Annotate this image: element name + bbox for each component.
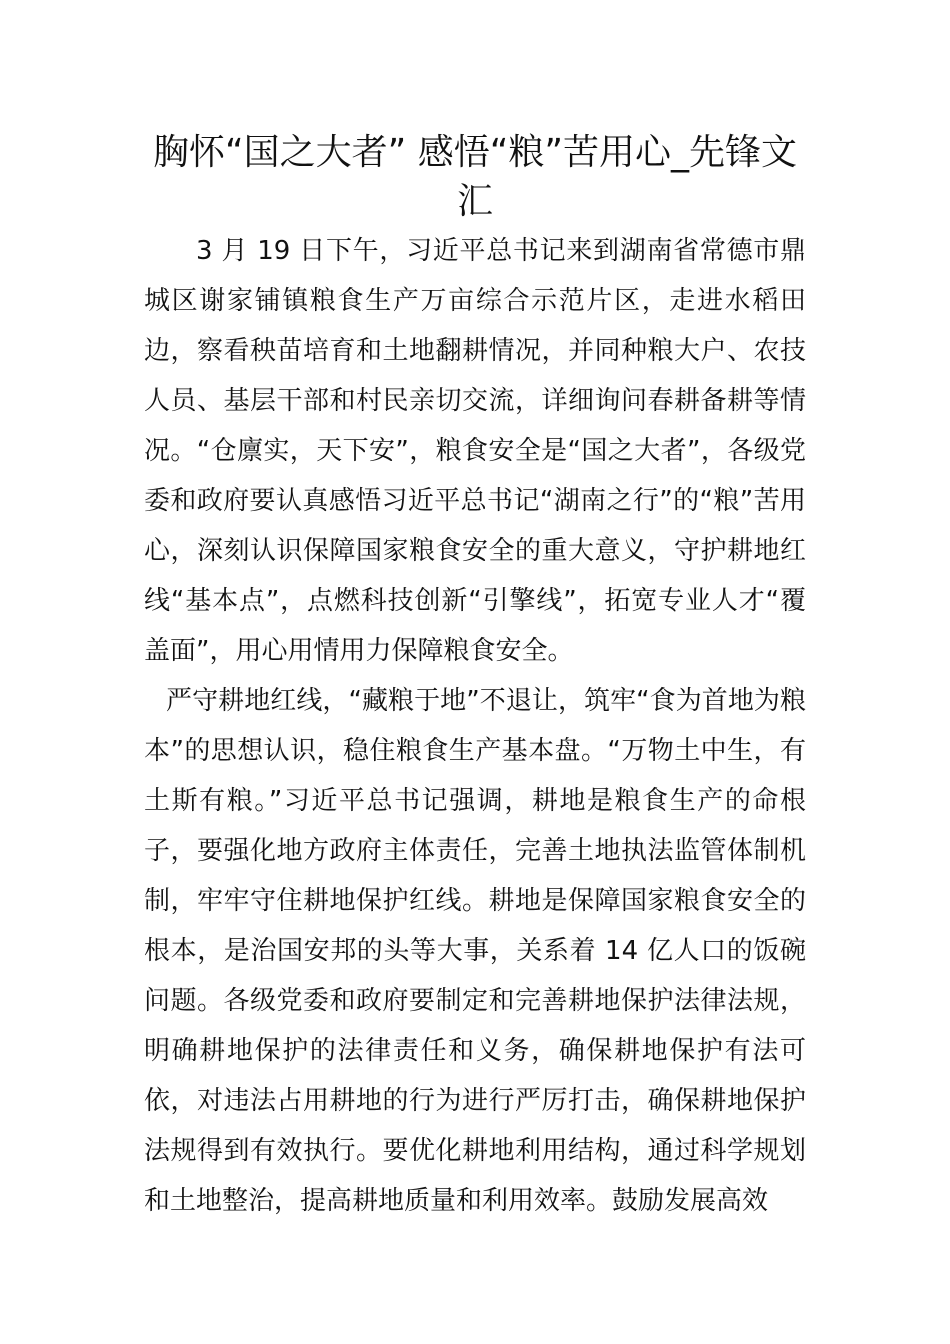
paragraph-1: 3 月 19 日下午，习近平总书记来到湖南省常德市鼎城区谢家铺镇粮食生产万亩综合示范片区，走进水稻田边，察看秧苗培育和土地翻耕情况，并同种粮大户、农技人员、基层干部和村民亲切交流，详细询问春耕备耕等情况。“仓廪实，天下安”，粮食安全是“国之大者”，各级党委和政府要认真感悟习近平总书记“湖南之行”的“粮”苦用心，深刻认识保障国家粮食安全的重大意义，守护耕地红线“基本点”，点燃科技创新“引擎线”，拓宽专业人才“覆盖面”，用心用情用力保障粮食安全。 [144, 236, 806, 666]
document-title: 胸怀“国之大者” 感悟“粮”苦用心_先锋文汇 [152, 132, 798, 222]
document-body [144, 226, 806, 1226]
paragraph-2: 严守耕地红线，“藏粮于地”不退让，筑牢“食为首地为粮本”的思想认识，稳住粮食生产基本盘。“万物土中生，有土斯有粮。”习近平总书记强调，耕地是粮食生产的命根子，要强化地方政府主体责任，完善土地执法监管体制机制，牢牢守住耕地保护红线。耕地是保障国家粮食安全的根本，是治国安邦的头等大事，关系着 14 亿人口的饭碗问题。各级党委和政府要制定和完善耕地保护法律法规，明确耕地保护的法律责任和义务，确保耕地保护有法可依，对违法占用耕地的行为进行严厉打击，确保耕地保护法规得到有效执行。要优化耕地利用结构，通过科学规划和土地整治，提高耕地质量和利用效率。鼓励发展高效 [144, 686, 806, 1216]
